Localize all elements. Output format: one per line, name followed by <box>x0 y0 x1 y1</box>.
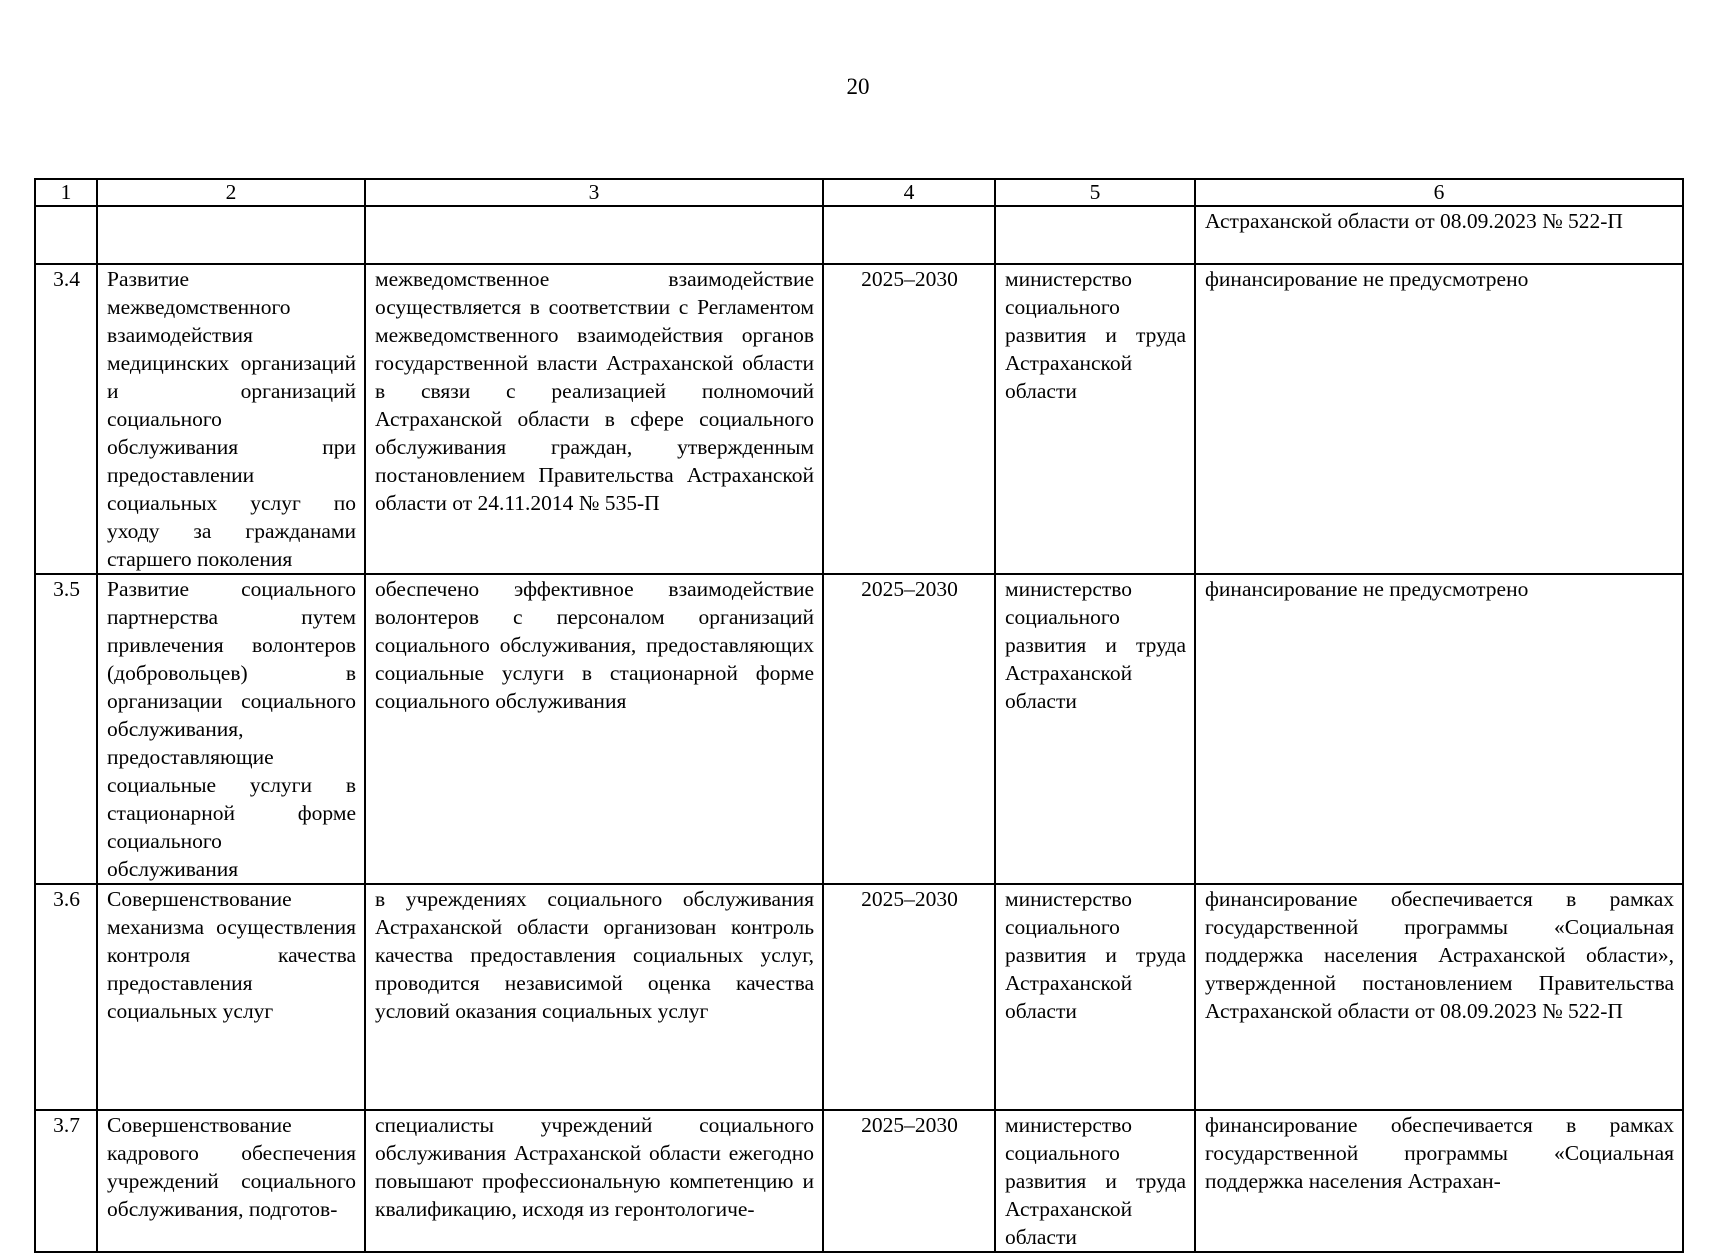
table-row <box>35 884 1683 1110</box>
row-period: 2025–2030 <box>823 884 995 1110</box>
header-cell-4: 4 <box>823 179 995 206</box>
row-financing: финансирование обеспечивается в рамках государственной программы «Социальная поддержка населения Астраханской области», утвержденной постановлением Правительства Астраханской области от 08.09.2023 № 522-П <box>1195 884 1683 1110</box>
continuation-cell-1 <box>35 206 97 264</box>
row-result: обеспечено эффективное взаимодействие волонтеров с персоналом организаций социального обслуживания, предоставляющих социальные услуги в стационарной форме социального обслуживания <box>365 574 823 884</box>
row-period: 2025–2030 <box>823 264 995 574</box>
row-executor: министерство социального развития и труда Астраханской области <box>995 884 1195 1110</box>
row-number: 3.7 <box>35 1110 97 1252</box>
table-row <box>35 1110 1683 1252</box>
table-row-continuation <box>35 206 1683 264</box>
continuation-cell-3 <box>365 206 823 264</box>
row-result: в учреждениях социального обслуживания Астраханской области организован контроль качества предоставления социальных услуг, проводится независимой оценка качества условий оказания социальных услуг <box>365 884 823 1110</box>
row-number: 3.6 <box>35 884 97 1110</box>
header-cell-2: 2 <box>97 179 365 206</box>
table-row <box>35 574 1683 884</box>
row-executor: министерство социального развития и труда Астраханской области <box>995 1110 1195 1252</box>
row-period: 2025–2030 <box>823 1110 995 1252</box>
continuation-cell-4 <box>823 206 995 264</box>
row-financing: финансирование обеспечивается в рамках государственной программы «Социальная поддержка населения Астрахан- <box>1195 1110 1683 1252</box>
continuation-cell-5 <box>995 206 1195 264</box>
row-result: межведомственное взаимодействие осуществляется в соответствии с Регламентом межведомственного взаимодействия органов государственной власти Астраханской области в связи с реализацией полномочий Астраханской области в сфере социального обслуживания граждан, утвержденным постановлением Правительства Астраханской области от 24.11.2014 № 535-П <box>365 264 823 574</box>
plan-table <box>34 178 1684 1253</box>
row-number: 3.5 <box>35 574 97 884</box>
header-cell-1: 1 <box>35 179 97 206</box>
row-result: специалисты учреждений социального обслуживания Астраханской области ежегодно повышают профессиональную компетенцию и квалификацию, исходя из геронтологиче- <box>365 1110 823 1252</box>
row-measure: Совершенствование кадрового обеспечения учреждений социального обслуживания, подготов- <box>97 1110 365 1252</box>
row-executor: министерство социального развития и труда Астраханской области <box>995 264 1195 574</box>
page-number: 20 <box>846 74 870 99</box>
table-row <box>35 264 1683 574</box>
header-cell-3: 3 <box>365 179 823 206</box>
row-number: 3.4 <box>35 264 97 574</box>
row-measure: Развитие межведомственного взаимодействия медицинских организаций и организаций социального обслуживания при предоставлении социальных услуг по уходу за гражданами старшего поколения <box>97 264 365 574</box>
row-measure: Развитие социального партнерства путем привлечения волонтеров (добровольцев) в организации социального обслуживания, предоставляющие социальные услуги в стационарной форме социального обслуживания <box>97 574 365 884</box>
header-cell-5: 5 <box>995 179 1195 206</box>
continuation-cell-2 <box>97 206 365 264</box>
table-header-row <box>35 179 1683 206</box>
continuation-financing: Астраханской области от 08.09.2023 № 522-П <box>1195 206 1683 264</box>
row-measure: Совершенствование механизма осуществления контроля качества предоставления социальных услуг <box>97 884 365 1110</box>
row-executor: министерство социального развития и труда Астраханской области <box>995 574 1195 884</box>
header-cell-6: 6 <box>1195 179 1683 206</box>
row-financing: финансирование не предусмотрено <box>1195 264 1683 574</box>
row-period: 2025–2030 <box>823 574 995 884</box>
row-financing: финансирование не предусмотрено <box>1195 574 1683 884</box>
